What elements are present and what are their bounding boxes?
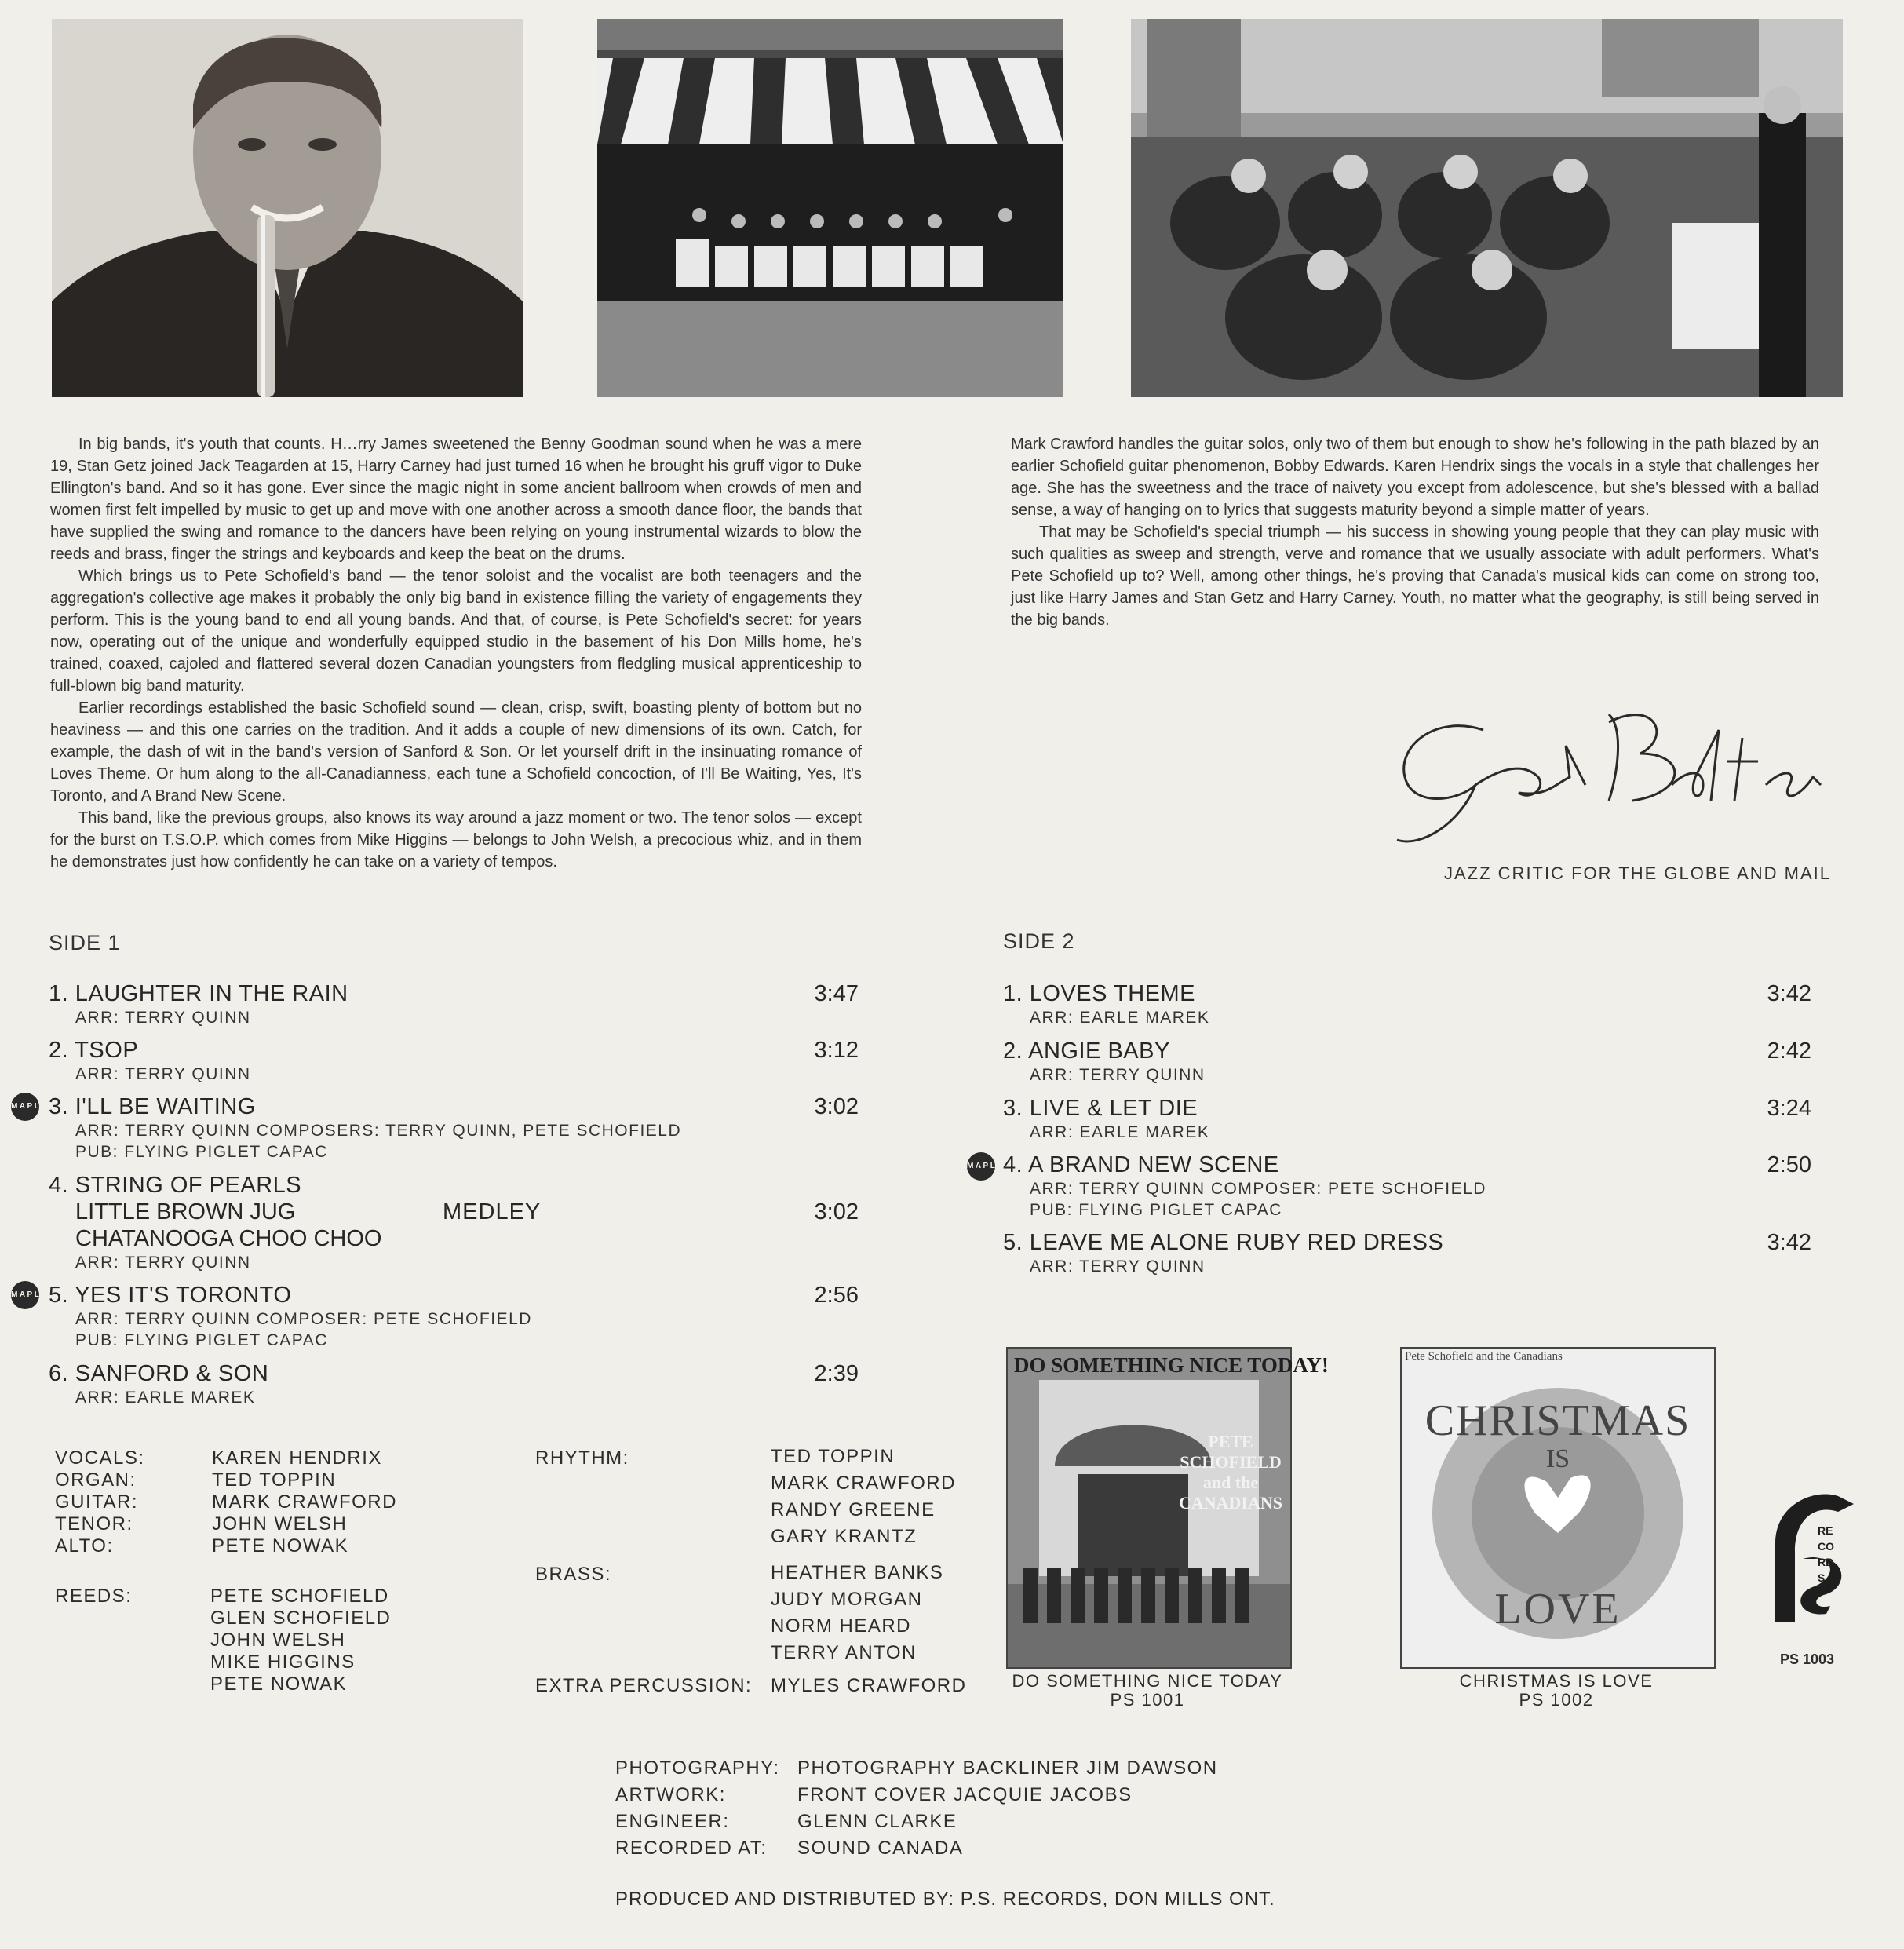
credit-name: MARK CRAWFORD (212, 1491, 397, 1513)
credit-label: GUITAR: (55, 1491, 139, 1513)
track-duration: 3:47 (814, 981, 859, 1006)
album-catalog-number: PS 1002 (1519, 1690, 1594, 1710)
track-credit: ARR: TERRY QUINN COMPOSER: PETE SCHOFIELD (75, 1310, 532, 1328)
credit-name: TERRY ANTON (771, 1642, 917, 1663)
credit-name: PETE SCHOFIELD (210, 1586, 389, 1607)
track-title: 6. SANFORD & SON (49, 1361, 269, 1386)
album-cover-band: Pete Schofield and the Canadians (1405, 1350, 1563, 1363)
credit-label: REEDS: (55, 1586, 133, 1607)
track-title: 1. LAUGHTER IN THE RAIN (49, 981, 348, 1006)
mapl-badge-icon: M A P L (11, 1281, 39, 1309)
track-credit: ARR: TERRY QUINN (1030, 1257, 1206, 1276)
credit-label: BRASS: (535, 1564, 612, 1585)
album-caption (1006, 1672, 1289, 1710)
track-title: 4. A BRAND NEW SCENE (1003, 1152, 1279, 1177)
track-credit: ARR: TERRY QUINN COMPOSER: PETE SCHOFIELD (1030, 1180, 1486, 1198)
essay-paragraph: This band, like the previous groups, also knows its way around a jazz moment or two. The tenor solos — except for the burst on T.S.O.P. which comes from Mike Higgins — belongs to John Welsh, a precocious whiz, and in them he demonstrates just how confidently he can take on a variety of tempos. (50, 809, 862, 870)
track-item (49, 1094, 859, 1162)
album-cover-christmas-is-love (1400, 1347, 1716, 1669)
credit-label: PHOTOGRAPHY: (615, 1757, 780, 1779)
track-duration: 2:56 (814, 1283, 859, 1308)
track-duration: 3:42 (1767, 981, 1811, 1006)
credit-name: RANDY GREENE (771, 1499, 936, 1520)
track-credit: ARR: TERRY QUINN COMPOSERS: TERRY QUINN, PETE SCHOFIELD (75, 1122, 682, 1140)
credit-name: MYLES CRAWFORD (771, 1675, 967, 1696)
mapl-badge-icon: M A P L (967, 1152, 995, 1181)
credit-label: RHYTHM: (535, 1447, 629, 1469)
track-item (49, 1173, 859, 1273)
track-credit: ARR: EARLE MAREK (75, 1389, 256, 1407)
track-title: 3. LIVE & LET DIE (1003, 1096, 1198, 1121)
medley-label: MEDLEY (443, 1199, 542, 1225)
records-label-text: RECORDS (1818, 1524, 1834, 1584)
track-title: 2. TSOP (49, 1038, 139, 1063)
credit-label: TENOR: (55, 1513, 133, 1535)
album-title: CHRISTMAS IS LOVE (1459, 1671, 1654, 1691)
credit-label: EXTRA PERCUSSION: (535, 1675, 753, 1696)
track-item (49, 1283, 859, 1351)
medley-song: LITTLE BROWN JUG (75, 1199, 296, 1225)
credit-name: MARK CRAWFORD (771, 1473, 956, 1494)
track-credit: ARR: EARLE MAREK (1030, 1009, 1210, 1027)
credit-label: ARTWORK: (615, 1784, 726, 1805)
credit-name: GARY KRANTZ (771, 1526, 917, 1547)
credit-name: NORM HEARD (771, 1615, 912, 1637)
essay-right-column (1011, 433, 1819, 631)
critic-signature (1389, 683, 1829, 856)
track-duration: 3:12 (814, 1038, 859, 1063)
album-caption (1400, 1672, 1713, 1710)
track-credit: ARR: TERRY QUINN (75, 1009, 251, 1027)
track-item (1003, 1096, 1811, 1143)
track-credit: ARR: EARLE MAREK (1030, 1123, 1210, 1141)
essay-left-column (50, 433, 862, 873)
credit-label: ORGAN: (55, 1469, 137, 1491)
credit-name: SOUND CANADA (797, 1838, 964, 1859)
production-credits (615, 1755, 1322, 1865)
essay-paragraph: That may be Schofield's special triumph — his success in showing young people that they can play music with such qualities as sweep and strength, verve and romance that we usually associate with adult performers. What's Pete Schofield up to? Well, among other things, he's proving that Canada's musical kids can come on strong too, just like Harry James and Stan Getz and Harry Carney. Youth, no matter what the geography, is still being served in the big bands. (1011, 524, 1819, 629)
credit-label: RECORDED AT: (615, 1838, 768, 1859)
track-duration: 3:42 (1767, 1230, 1811, 1255)
credit-name: FRONT COVER JACQUIE JACOBS (797, 1784, 1133, 1805)
essay-paragraph: Mark Crawford handles the guitar solos, only two of them but enough to show he's following in the path blazed by an earlier Schofield guitar phenomenon, Bobby Edwards. Karen Hendrix sings the vocals in a style that challenges her age. She has the sweetness and the trace of naivety you except from adolescence, but she's blessed with a ballad sense, a way of hanging on to lyrics that suggests maturity beyond a simple matter of years. (1011, 436, 1819, 519)
track-title: 2. ANGIE BABY (1003, 1038, 1170, 1064)
credit-name: JOHN WELSH (210, 1630, 346, 1651)
track-duration: 2:50 (1767, 1152, 1811, 1177)
track-publisher: PUB: FLYING PIGLET CAPAC (1030, 1201, 1282, 1219)
personnel-credits (55, 1447, 981, 1706)
track-duration: 3:24 (1767, 1096, 1811, 1121)
medley-song: CHATANOOGA CHOO CHOO (75, 1226, 382, 1251)
credit-name: GLENN CLARKE (797, 1811, 957, 1832)
track-duration: 3:02 (814, 1094, 859, 1119)
credit-name: TED TOPPIN (212, 1469, 337, 1491)
essay-paragraph: In big bands, it's youth that counts. H…rry James sweetened the Benny Goodman sound when he was a mere 19, Stan Getz joined Jack Teagarden at 15, Harry Carney had just turned 16 when he brought his gruff vigor to Duke Ellington's band. And so it has gone. Ever since the magic night in some ancient ballroom when crowds of men and women first felt impelled by music to get up and move with one another across a smooth dance floor, the bands that have supplied the swing and romance to the dancers have been relying on young instrumental wizards to blow the reeds and brass, finger the strings and keyboards and keep the beat on the drums. (50, 436, 862, 563)
album-cover-title: CHRISTMAS (1424, 1396, 1691, 1445)
track-item (49, 981, 859, 1028)
album-cover-love: LOVE (1494, 1585, 1621, 1633)
album-cover-band: PETE SCHOFIELD and the CANADIANS (1178, 1432, 1282, 1513)
mapl-badge-icon: M A P L (11, 1093, 39, 1121)
credit-name: PETE NOWAK (212, 1535, 349, 1557)
essay-paragraph: Which brings us to Pete Schofield's band — the tenor soloist and the vocalist are both teenagers and the aggregation's collective age makes it probably the only big band in existence filling the variety of engagements they perform. This is the young band to end all young bands. And that, of course, is Pete Schofield's secret: for years now, operating out of the unique and wonderfully equipped studio in the basement of his Don Mills home, he's trained, coaxed, cajoled and flattered several dozen Canadian youngsters from fledgling musical apprenticeship to full-blown big band maturity. (50, 568, 862, 695)
track-duration: 2:42 (1767, 1038, 1811, 1064)
credit-name: TED TOPPIN (771, 1446, 895, 1467)
side-2-heading: SIDE 2 (1003, 929, 1075, 953)
track-duration: 2:39 (814, 1361, 859, 1386)
track-credit: ARR: TERRY QUINN (75, 1065, 251, 1083)
outdoor-concert-photo (1131, 19, 1843, 397)
ps-records-logo-icon (1767, 1480, 1862, 1622)
track-title: 1. LOVES THEME (1003, 981, 1195, 1006)
track-item (1003, 1038, 1811, 1086)
album-cover-do-something-nice (1006, 1347, 1329, 1669)
track-item (1003, 1152, 1811, 1221)
track-title: 5. LEAVE ME ALONE RUBY RED DRESS (1003, 1230, 1444, 1255)
bandstand-photo (597, 19, 1063, 397)
catalog-number: PS 1003 (1780, 1652, 1835, 1667)
track-item (49, 1038, 859, 1085)
side-2-tracklist (1003, 981, 1811, 1279)
credit-name: JOHN WELSH (212, 1513, 348, 1535)
album-catalog-number: PS 1001 (1110, 1690, 1185, 1710)
album-cover-is: IS (1545, 1444, 1570, 1473)
credit-name: PETE NOWAK (210, 1673, 348, 1695)
essay-paragraph: Earlier recordings established the basic Schofield sound — clean, crisp, swift, boasting plenty of bottom but no heaviness — and this one carries on the tradition. And it adds a couple of new dimensions of its own. Catch, for example, the dash of wit in the band's version of Sanford & Son. Or let yourself drift in the insinuating romance of Loves Theme. Or hum along to the all-Canadianness, each tune a Schofield concoction, of I'll Be Waiting, Yes, It's Toronto, and A Brand New Scene. (50, 699, 862, 805)
track-publisher: PUB: FLYING PIGLET CAPAC (75, 1143, 328, 1161)
credit-name: MIKE HIGGINS (210, 1652, 356, 1673)
track-title: 5. YES IT'S TORONTO (49, 1283, 292, 1308)
side-1-heading: SIDE 1 (49, 931, 121, 954)
track-item (49, 1361, 859, 1408)
critic-title: JAZZ CRITIC FOR THE GLOBE AND MAIL (1444, 863, 1831, 883)
album-title: DO SOMETHING NICE TODAY (1012, 1671, 1283, 1691)
credit-name: GLEN SCHOFIELD (210, 1608, 392, 1629)
track-duration: 3:02 (814, 1199, 859, 1225)
portrait-photo (52, 19, 523, 397)
track-title: 3. I'LL BE WAITING (49, 1094, 256, 1119)
track-credit: ARR: TERRY QUINN (1030, 1066, 1206, 1084)
produced-by-line: PRODUCED AND DISTRIBUTED BY: P.S. RECORDS, DON MILLS ONT. (615, 1889, 1275, 1910)
credit-label: ALTO: (55, 1535, 114, 1557)
credit-label: ENGINEER: (615, 1811, 730, 1832)
track-publisher: PUB: FLYING PIGLET CAPAC (75, 1331, 328, 1349)
credit-label: VOCALS: (55, 1447, 145, 1469)
track-title: 4. STRING OF PEARLS (49, 1173, 302, 1198)
credit-name: PHOTOGRAPHY BACKLINER JIM DAWSON (797, 1757, 1218, 1779)
album-cover-title: DO SOMETHING NICE TODAY! (1014, 1353, 1329, 1377)
track-item (1003, 1230, 1811, 1277)
credit-name: KAREN HENDRIX (212, 1447, 382, 1469)
side-1-tracklist (49, 981, 859, 1421)
credit-name: HEATHER BANKS (771, 1562, 944, 1583)
credit-name: JUDY MORGAN (771, 1589, 923, 1610)
track-credit: ARR: TERRY QUINN (75, 1254, 251, 1272)
track-item (1003, 981, 1811, 1028)
